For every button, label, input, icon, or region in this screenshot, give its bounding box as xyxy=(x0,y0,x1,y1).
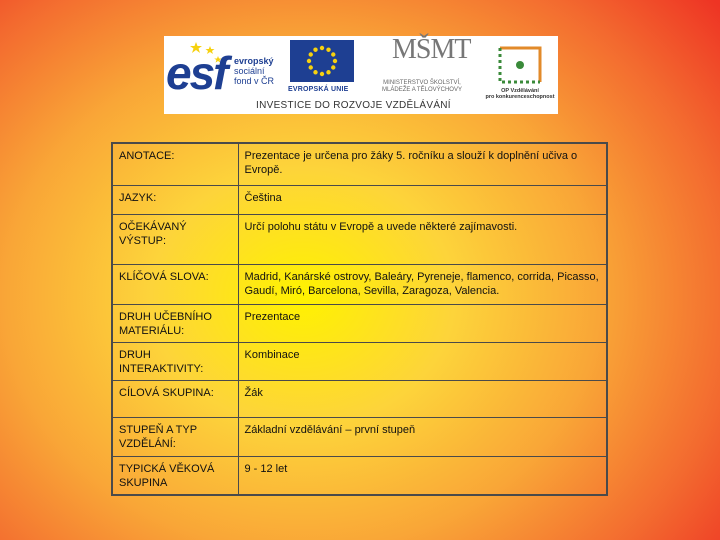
row-value: Madrid, Kanárské ostrovy, Baleáry, Pyreneje, flamenco, corrida, Picasso, Gaudí, Miró, Barcelona, Sevilla, Zaragoza, Valencia. xyxy=(238,264,607,304)
row-key: OČEKÁVANÝ VÝSTUP: xyxy=(112,214,238,264)
eu-flag-icon xyxy=(290,40,354,82)
row-value: Prezentace je určena pro žáky 5. ročníku a slouží k doplnění učiva o Evropě. xyxy=(238,143,607,185)
table-row xyxy=(112,456,607,495)
msmt-logo xyxy=(362,34,482,96)
row-value: Kombinace xyxy=(238,342,607,380)
op-line-1: OP Vzdělávání xyxy=(501,88,539,94)
table-row xyxy=(112,264,607,304)
msmt-line-1: MINISTERSTVO ŠKOLSTVÍ, xyxy=(383,80,461,86)
eu-star xyxy=(313,48,317,52)
table-row xyxy=(112,185,607,214)
row-key: DRUH INTERAKTIVITY: xyxy=(112,342,238,380)
eu-star xyxy=(307,59,311,63)
table-row xyxy=(112,380,607,417)
row-value: Žák xyxy=(238,380,607,417)
row-key: CÍLOVÁ SKUPINA: xyxy=(112,380,238,417)
table-row xyxy=(112,214,607,264)
eu-star xyxy=(320,72,324,76)
row-key: JAZYK: xyxy=(112,185,238,214)
table-row xyxy=(112,304,607,342)
row-key: KLÍČOVÁ SLOVA: xyxy=(112,264,238,304)
row-key: STUPEŇ A TYP VZDĚLÁNÍ: xyxy=(112,417,238,456)
logo-banner xyxy=(164,36,558,114)
op-logo-icon xyxy=(494,40,550,90)
esf-line-3: fond v ČR xyxy=(234,76,275,86)
esf-text xyxy=(234,56,274,86)
eu-label: EVROPSKÁ UNIE xyxy=(288,86,349,93)
row-value: Čeština xyxy=(238,185,607,214)
metadata-table xyxy=(111,142,608,496)
eu-star xyxy=(320,46,324,50)
table-row xyxy=(112,143,607,185)
eu-star xyxy=(331,65,335,69)
eu-star xyxy=(309,52,313,56)
eu-star xyxy=(326,70,330,74)
row-key: TYPICKÁ VĚKOVÁ SKUPINA xyxy=(112,456,238,495)
table-row xyxy=(112,417,607,456)
eu-star xyxy=(309,65,313,69)
eu-star xyxy=(333,59,337,63)
eu-star xyxy=(326,48,330,52)
row-value: Základní vzdělávání – první stupeň xyxy=(238,417,607,456)
eu-star xyxy=(331,52,335,56)
row-key: ANOTACE: xyxy=(112,143,238,185)
table-row xyxy=(112,342,607,380)
row-key: DRUH UČEBNÍHO MATERIÁLU: xyxy=(112,304,238,342)
row-value: Prezentace xyxy=(238,304,607,342)
esf-line-2: sociální xyxy=(234,66,265,76)
eu-star xyxy=(313,70,317,74)
msmt-line-2: MLÁDEŽE A TĚLOVÝCHOVY xyxy=(382,87,462,93)
msmt-mark: MŠMT xyxy=(392,34,471,65)
msmt-text xyxy=(362,80,482,94)
row-value: 9 - 12 let xyxy=(238,456,607,495)
investice-tagline: INVESTICE DO ROZVOJE VZDĚLÁVÁNÍ xyxy=(256,100,451,111)
esf-line-1: evropský xyxy=(234,56,274,66)
op-line-2: pro konkurenceschopnost xyxy=(485,94,555,100)
esf-mark: esf xyxy=(166,47,227,99)
op-text xyxy=(482,88,558,100)
row-value: Určí polohu státu v Evropě a uvede některé zajímavosti. xyxy=(238,214,607,264)
